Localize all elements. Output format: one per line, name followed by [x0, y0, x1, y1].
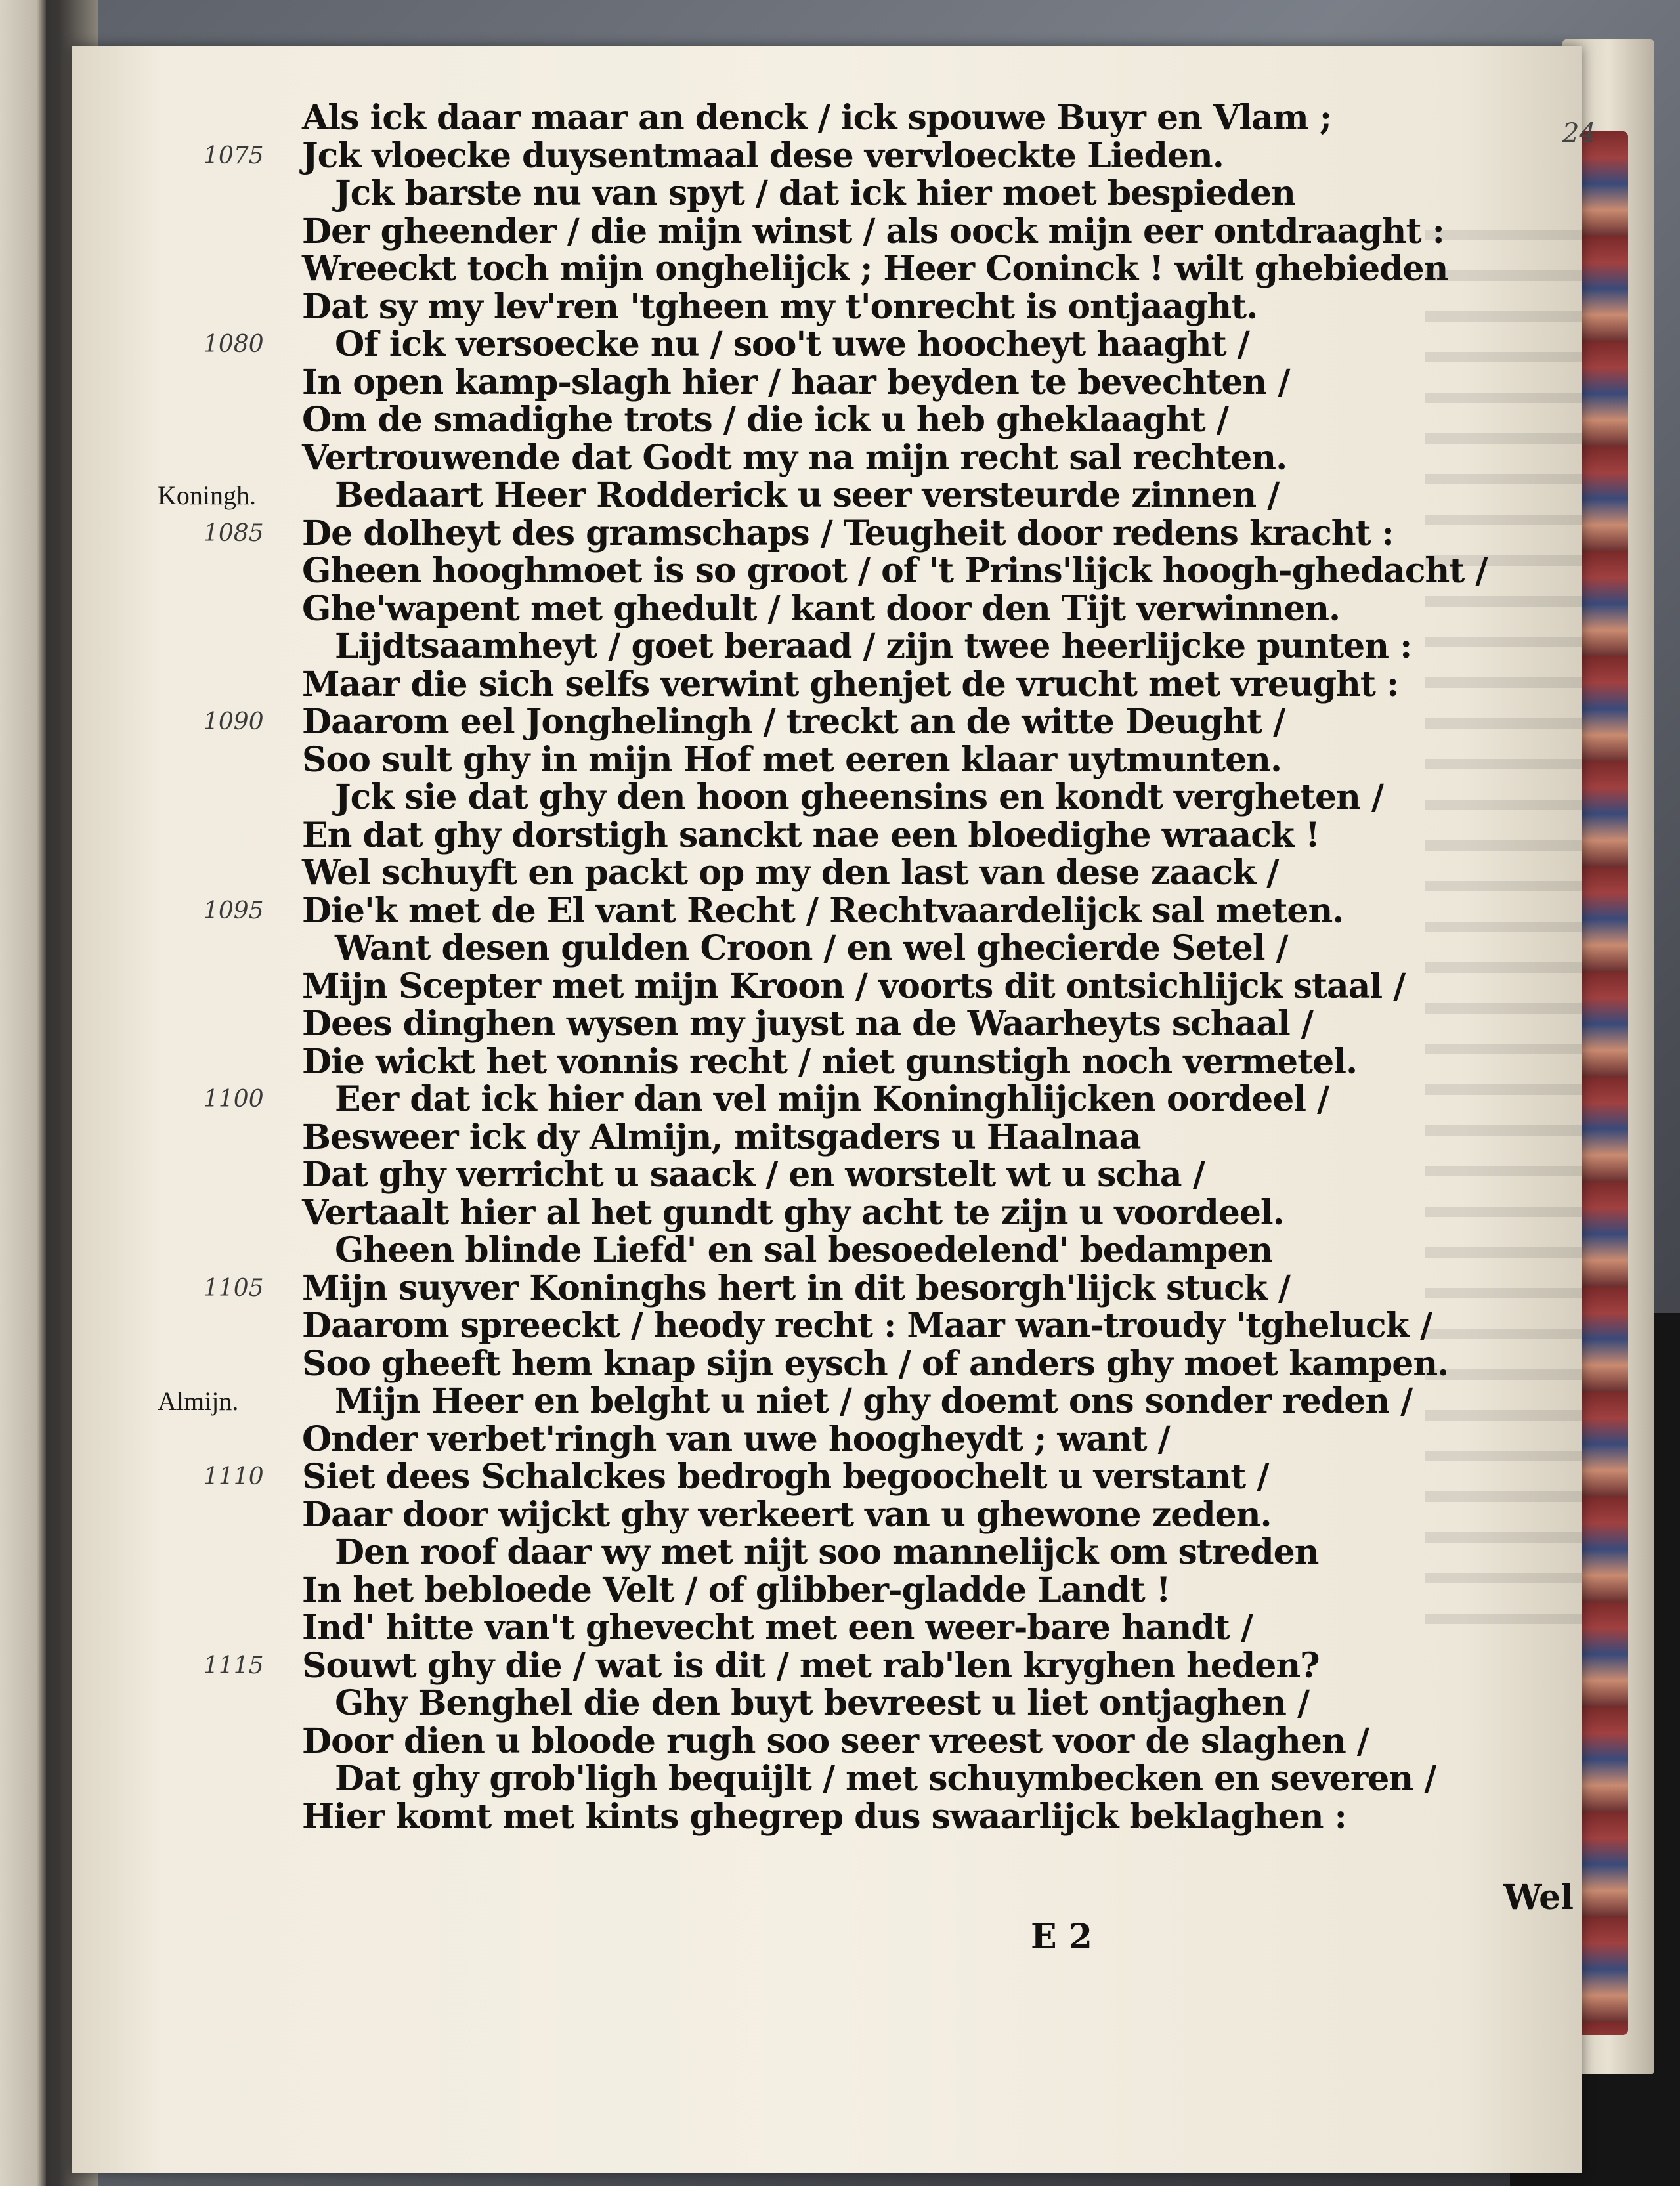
- verse-line: Daarom spreeckt / heody recht : Maar wan-troudy 'tgheluck /: [302, 1306, 1432, 1346]
- verse-line: Dat ghy grob'ligh bequijlt / met schuymbecken en severen /: [335, 1759, 1436, 1799]
- verse-line: Ghe'wapent met ghedult / kant door den Tijt verwinnen.: [302, 588, 1341, 629]
- marbled-edge: [1576, 131, 1628, 2035]
- verse-line: Soo gheeft hem knap sijn eysch / of anders ghy moet kampen.: [302, 1343, 1449, 1384]
- verse-line: Jck vloecke duysentmaal dese vervloeckte Lieden.: [302, 135, 1224, 176]
- facing-page-edge: [0, 0, 46, 2186]
- verse-line: Mijn Scepter met mijn Kroon / voorts dit ontsichlijck staal /: [302, 966, 1406, 1006]
- verse-line: Wel schuyft en packt op my den last van dese zaack /: [302, 853, 1279, 893]
- line-number: 1105: [204, 1274, 264, 1302]
- verse-line: Lijdtsaamheyt / goet beraad / zijn twee heerlijcke punten :: [335, 626, 1412, 666]
- verse-line: Den roof daar wy met nijt soo mannelijck om streden: [335, 1532, 1319, 1572]
- verse-line: De dolheyt des gramschaps / Teugheit door redens kracht :: [302, 513, 1394, 553]
- verse-line: In het bebloede Velt / of glibber-gladde Landt !: [302, 1570, 1171, 1610]
- line-number: 1080: [204, 331, 264, 358]
- verse-line: In open kamp-slagh hier / haar beyden te bevechten /: [302, 362, 1290, 402]
- verse-line: Onder verbet'ringh van uwe hoogheydt ; want /: [302, 1419, 1170, 1459]
- verse-line: Dat ghy verricht u saack / en worstelt wt u scha /: [302, 1155, 1205, 1195]
- line-number: 1110: [204, 1463, 264, 1490]
- verse-line: Dat sy my lev'ren 'tgheen my t'onrecht is ontjaaght.: [302, 286, 1258, 327]
- verse-line: Hier komt met kints ghegrep dus swaarlijck beklaghen :: [302, 1796, 1346, 1837]
- verse-line: Want desen gulden Croon / en wel ghecierde Setel /: [335, 928, 1288, 968]
- catchword: Wel: [1503, 1877, 1574, 1918]
- verse-line: Besweer ick dy Almijn, mitsgaders u Haalnaa: [302, 1117, 1141, 1157]
- verse-line: Siet dees Schalckes bedrogh begoochelt u verstant /: [302, 1457, 1269, 1497]
- line-number: 1075: [204, 142, 264, 169]
- verse-line: Der gheender / die mijn winst / als oock mijn eer ontdraaght :: [302, 211, 1444, 251]
- verse-line: Mijn Heer en belght u niet / ghy doemt ons sonder reden /: [335, 1381, 1413, 1421]
- verse-line: En dat ghy dorstigh sanckt nae een bloedighe wraack !: [302, 815, 1320, 855]
- verse-line: Vertaalt hier al het gundt ghy acht te zijn u voordeel.: [302, 1192, 1284, 1233]
- verse-line: Vertrouwende dat Godt my na mijn recht sal rechten.: [302, 437, 1287, 478]
- verse-line: Als ick daar maar an denck / ick spouwe Buyr en Vlam ;: [302, 98, 1332, 138]
- signature-mark: E 2: [1031, 1917, 1092, 1957]
- verse-line: Ind' hitte van't ghevecht met een weer-bare handt /: [302, 1608, 1253, 1648]
- verse-line: Daar door wijckt ghy verkeert van u ghewone zeden.: [302, 1494, 1272, 1535]
- verse-line: Daarom eel Jonghelingh / treckt an de witte Deught /: [302, 702, 1285, 742]
- verse-line: Wreeckt toch mijn onghelijck ; Heer Coninck ! wilt ghebieden: [302, 249, 1448, 289]
- verse-line: Ghy Benghel die den buyt bevreest u liet ontjaghen /: [335, 1683, 1310, 1723]
- verse-line: Gheen hooghmoet is so groot / of 't Prins'lijck hoogh-ghedacht /: [302, 551, 1488, 591]
- line-number: 1085: [204, 519, 264, 547]
- verse-text-block: [72, 46, 1582, 2173]
- verse-line: Die wickt het vonnis recht / niet gunstigh noch vermetel.: [302, 1041, 1358, 1082]
- speaker-label: Koningh.: [158, 481, 256, 510]
- verse-line: Of ick versoecke nu / soo't uwe hoocheyt haaght /: [335, 324, 1249, 364]
- verse-line: Dees dinghen wysen my juyst na de Waarheyts schaal /: [302, 1004, 1313, 1044]
- verse-line: Maar die sich selfs verwint ghenjet de vrucht met vreught :: [302, 664, 1399, 704]
- verse-line: Gheen blinde Liefd' en sal besoedelend' bedampen: [335, 1230, 1273, 1270]
- line-number: 1100: [204, 1086, 264, 1113]
- verse-line: Eer dat ick hier dan vel mijn Koninghlijcken oordeel /: [335, 1079, 1329, 1119]
- verse-line: Jck barste nu van spyt / dat ick hier moet bespieden: [335, 173, 1295, 213]
- line-number: 1095: [204, 897, 264, 924]
- verse-line: Mijn suyver Koninghs hert in dit besorgh'lijck stuck /: [302, 1268, 1290, 1308]
- verse-line: Door dien u bloode rugh soo seer vreest voor de slaghen /: [302, 1721, 1369, 1761]
- verse-line: Soo sult ghy in mijn Hof met eeren klaar uytmunten.: [302, 739, 1282, 780]
- verse-line: Jck sie dat ghy den hoon gheensins en kondt vergheten /: [335, 777, 1384, 817]
- verse-line: Bedaart Heer Rodderick u seer versteurde zinnen /: [335, 475, 1280, 515]
- verse-line: Om de smadighe trots / die ick u heb gheklaaght /: [302, 400, 1228, 440]
- line-number: 1115: [204, 1652, 264, 1679]
- book-page: [72, 46, 1596, 2173]
- verse-line: Die'k met de El vant Recht / Rechtvaardelijck sal meten.: [302, 890, 1344, 931]
- folio-number: 24: [1562, 118, 1596, 148]
- verse-line: Souwt ghy die / wat is dit / met rab'len kryghen heden?: [302, 1645, 1320, 1686]
- speaker-label: Almijn.: [158, 1386, 239, 1416]
- line-number: 1090: [204, 708, 264, 735]
